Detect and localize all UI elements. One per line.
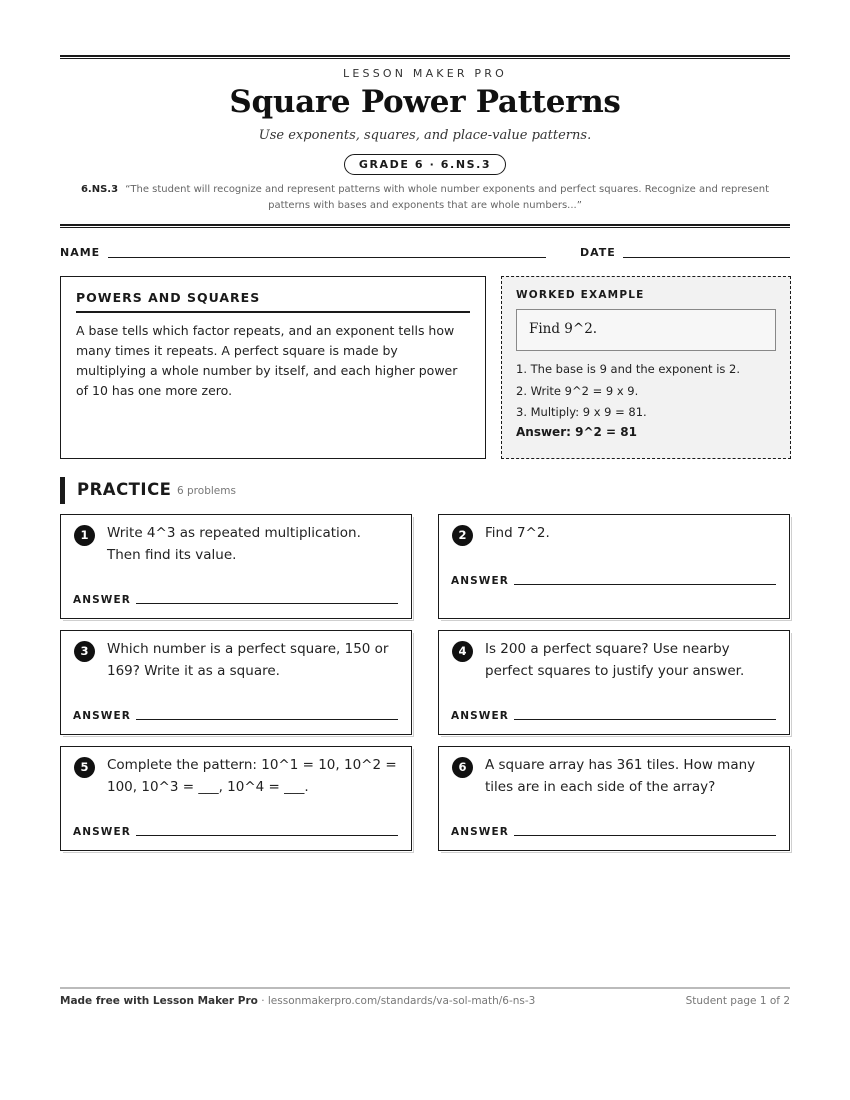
practice-accent-bar <box>60 477 65 504</box>
header-bottom-rule <box>60 224 790 228</box>
page-title: Square Power Patterns <box>229 84 621 120</box>
example-prompt: Find 9^2. <box>516 309 776 351</box>
example-answer: Answer: 9^2 = 81 <box>516 424 637 439</box>
footer-credit <box>60 995 535 1007</box>
answer-field[interactable] <box>514 584 776 585</box>
answer-field[interactable] <box>136 603 398 604</box>
concept-box <box>60 276 486 459</box>
problem-card <box>60 746 412 851</box>
answer-label: ANSWER <box>73 826 131 838</box>
example-step: 3. Multiply: 9 x 9 = 81. <box>516 405 647 419</box>
answer-label: ANSWER <box>451 575 509 587</box>
name-label: NAME <box>60 246 101 259</box>
answer-label: ANSWER <box>73 594 131 606</box>
date-label: DATE <box>580 246 616 259</box>
problem-number: 6 <box>452 757 473 778</box>
problem-card <box>438 514 790 619</box>
answer-label: ANSWER <box>451 710 509 722</box>
standard-code: 6.NS.3 <box>80 184 119 195</box>
footer-page-number: Student page 1 of 2 <box>685 995 790 1007</box>
footer-rule <box>60 987 790 989</box>
concept-body: A base tells which factor repeats, and an exponent tells how many times it repeats. A perfect square is made by multiplying a whole number by itself, and each higher power of 10 has one more zero. <box>76 323 458 398</box>
problem-card <box>438 746 790 851</box>
grade-badge: GRADE 6 · 6.NS.3 <box>344 154 506 175</box>
problem-number: 1 <box>74 525 95 546</box>
top-rule <box>60 55 790 59</box>
problem-text: Which number is a perfect square, 150 or 169? Write it as a square. <box>107 641 389 679</box>
footer-url[interactable]: · lessonmakerpro.com/standards/va-sol-math/6-ns-3 <box>257 995 536 1007</box>
problem-number: 4 <box>452 641 473 662</box>
example-title: WORKED EXAMPLE <box>516 289 645 301</box>
worked-example-box <box>501 276 791 459</box>
answer-field[interactable] <box>514 835 776 836</box>
problem-text: A square array has 361 tiles. How many tiles are in each side of the array? <box>485 757 756 795</box>
answer-field[interactable] <box>136 719 398 720</box>
example-step: 2. Write 9^2 = 9 x 9. <box>516 383 639 398</box>
example-steps <box>516 359 776 424</box>
footer-made-with: Made free with Lesson Maker Pro <box>60 995 258 1007</box>
answer-field[interactable] <box>514 719 776 720</box>
page-subtitle: Use exponents, squares, and place-value patterns. <box>258 128 592 143</box>
problem-number: 2 <box>452 525 473 546</box>
problem-number: 3 <box>74 641 95 662</box>
problem-card <box>438 630 790 735</box>
answer-label: ANSWER <box>73 710 131 722</box>
answer-field[interactable] <box>136 835 398 836</box>
date-field[interactable] <box>623 257 790 258</box>
practice-title: PRACTICE <box>77 480 172 499</box>
answer-label: ANSWER <box>451 826 509 838</box>
problem-text: Find 7^2. <box>485 525 550 541</box>
name-field[interactable] <box>108 257 546 258</box>
practice-count: 6 problems <box>177 485 236 497</box>
problem-card <box>60 630 412 735</box>
standard-text: “The student will recognize and represent patterns with whole number exponents and perfect squares. Recognize and represent patterns with bases and exponents that are whole numbers...” <box>125 184 770 211</box>
brand-name: LESSON MAKER PRO <box>343 67 507 80</box>
problem-text: Is 200 a perfect square? Use nearby perfect squares to justify your answer. <box>485 641 745 679</box>
problem-number: 5 <box>74 757 95 778</box>
example-step: 1. The base is 9 and the exponent is 2. <box>516 362 741 376</box>
standard-description <box>78 182 772 214</box>
problem-text: Write 4^3 as repeated multiplication. Then find its value. <box>107 525 361 563</box>
problem-text: Complete the pattern: 10^1 = 10, 10^2 = 100, 10^3 = ___, 10^4 = ___. <box>107 757 397 795</box>
concept-title: POWERS AND SQUARES <box>76 290 470 313</box>
problem-card <box>60 514 412 619</box>
